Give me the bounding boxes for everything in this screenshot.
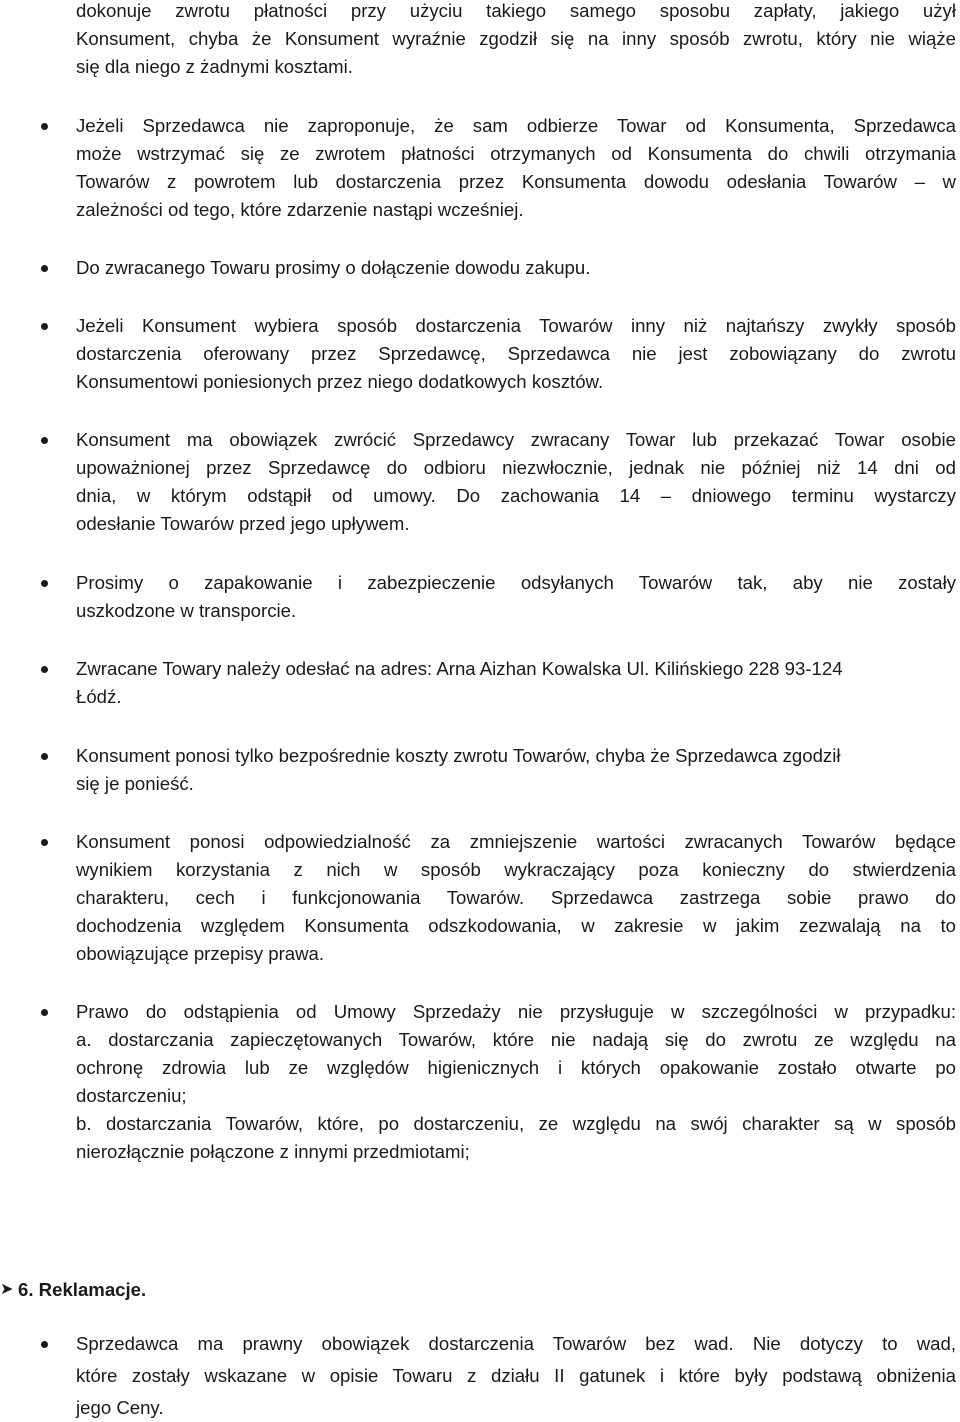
section-title: 6. Reklamacje.: [18, 1279, 147, 1300]
text-line: obowiązujące przepisy prawa.: [76, 943, 325, 964]
text-line: Jeżeli Sprzedawca nie zaproponuje, że sam odbierze Towar od Konsumenta, Sprzedawca: [76, 115, 956, 136]
bullet-icon: [41, 265, 48, 272]
text-line: nierozłącznie połączone z innymi przedmiotami;: [76, 1141, 470, 1162]
text-line: a. dostarczania zapieczętowanych Towarów, które nie nadają się do zwrotu ze względu na: [76, 1029, 956, 1050]
bullet-icon: [41, 839, 48, 846]
text-line: dochodzenia względem Konsumenta odszkodowania, w zakresie w jakim zezwalają na to: [76, 915, 956, 936]
text-line: dostarczeniu;: [76, 1085, 187, 1106]
text-line: Prawo do odstąpienia od Umowy Sprzedaży nie przysługuje w szczególności w przypadku:: [76, 1001, 956, 1022]
text-line: charakteru, cech i funkcjonowania Towarów. Sprzedawca zastrzega sobie prawo do: [76, 887, 956, 908]
text-line: które zostały wskazane w opisie Towaru z działu II gatunek i które były podstawą obniżenia: [76, 1365, 956, 1386]
bullet-icon: [41, 1341, 48, 1348]
bullet-icon: [41, 437, 48, 444]
text-line: Konsument ponosi odpowiedzialność za zmniejszenie wartości zwracanych Towarów będące: [76, 831, 956, 852]
text-line: może wstrzymać się ze zwrotem płatności otrzymanych od Konsumenta do chwili otrzymania: [76, 143, 956, 164]
text-line: zależności od tego, które zdarzenie nastąpi wcześniej.: [76, 199, 524, 220]
text-line: wynikiem korzystania z nich w sposób wykraczający poza konieczny do stwierdzenia: [76, 859, 956, 880]
text-line: Zwracane Towary należy odesłać na adres: Arna Aizhan Kowalska Ul. Kilińskiego 228 93-124: [76, 658, 843, 679]
text-line: jego Ceny.: [76, 1397, 164, 1418]
text-line: Łódź.: [76, 686, 122, 707]
bullet-icon: [41, 666, 48, 673]
bullet-icon: [41, 753, 48, 760]
bullet-icon: [41, 323, 48, 330]
text-line: dostarczenia oferowany przez Sprzedawcę, Sprzedawca nie jest zobowiązany do zwrotu: [76, 343, 956, 364]
text-line: się je ponieść.: [76, 773, 194, 794]
text-line: się dla niego z żadnymi kosztami.: [76, 56, 353, 77]
arrow-bullet-icon: ➤: [0, 1281, 14, 1298]
text-line: b. dostarczania Towarów, które, po dostarczeniu, ze względu na swój charakter są w sposób: [76, 1113, 956, 1134]
text-line: Do zwracanego Towaru prosimy o dołączenie dowodu zakupu.: [76, 257, 591, 278]
bullet-icon: [41, 1009, 48, 1016]
text-line: odesłanie Towarów przed jego upływem.: [76, 513, 410, 534]
text-line: Konsument ma obowiązek zwrócić Sprzedawcy zwracany Towar lub przekazać Towar osobie: [76, 429, 956, 450]
text-line: dokonuje zwrotu płatności przy użyciu takiego samego sposobu zapłaty, jakiego użył: [76, 0, 956, 21]
text-line: Towarów z powrotem lub dostarczenia przez Konsumenta dowodu odesłania Towarów – w: [76, 171, 956, 192]
text-line: Jeżeli Konsument wybiera sposób dostarczenia Towarów inny niż najtańszy zwykły sposób: [76, 315, 956, 336]
text-line: Konsumentowi poniesionych przez niego dodatkowych kosztów.: [76, 371, 604, 392]
bullet-icon: [41, 580, 48, 587]
text-line: uszkodzone w transporcie.: [76, 600, 297, 621]
text-line: Sprzedawca ma prawny obowiązek dostarczenia Towarów bez wad. Nie dotyczy to wad,: [76, 1333, 956, 1354]
text-line: dnia, w którym odstąpił od umowy. Do zachowania 14 – dniowego terminu wystarczy: [76, 485, 956, 506]
text-line: Prosimy o zapakowanie i zabezpieczenie odsyłanych Towarów tak, aby nie zostały: [76, 572, 956, 593]
text-line: Konsument, chyba że Konsument wyraźnie zgodził się na inny sposób zwrotu, który nie wiąże: [76, 28, 956, 49]
text-line: ochronę zdrowia lub ze względów higienicznych i których opakowanie zostało otwarte po: [76, 1057, 956, 1078]
text-line: Konsument ponosi tylko bezpośrednie koszty zwrotu Towarów, chyba że Sprzedawca zgodził: [76, 745, 841, 766]
section-heading: [0, 1276, 400, 1304]
text-line: upoważnionej przez Sprzedawcę do odbioru niezwłocznie, jednak nie później niż 14 dni od: [76, 457, 956, 478]
bullet-icon: [41, 123, 48, 130]
